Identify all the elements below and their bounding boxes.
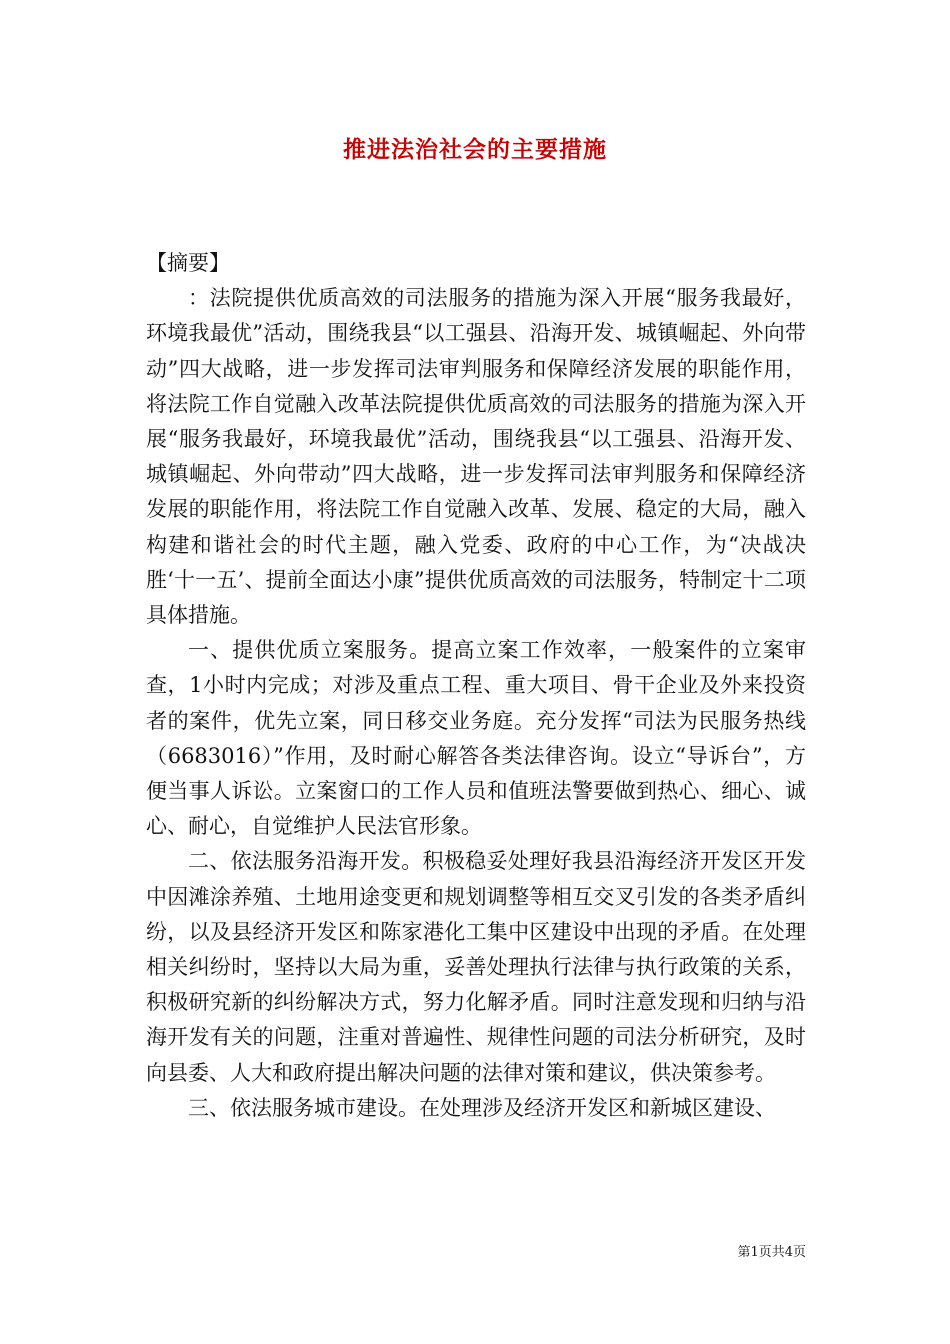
measure-paragraph-1: 一、提供优质立案服务。提高立案工作效率，一般案件的立案审查，1小时内完成；对涉及重点工程、重大项目、骨干企业及外来投资者的案件，优先立案，同日移交业务庭。充分发挥“司法为民服务热线（6683016）”作用，及时耐心解答各类法律咨询。设立“导诉台”，方便当事人诉讼。立案窗口的工作人员和值班法警要做到热心、细心、诚心、耐心，自觉维护人民法官形象。 <box>146 638 806 839</box>
document-body <box>146 246 806 1126</box>
document-title: 推进法治社会的主要措施 <box>343 136 607 163</box>
page-number: 第1页共4页 <box>737 1245 806 1260</box>
abstract-heading: 【摘要】 <box>146 251 230 275</box>
abstract-paragraph: ：法院提供优质高效的司法服务的措施为深入开展“服务我最好，环境我最优”活动，围绕我县“以工强县、沿海开发、城镇崛起、外向带动”四大战略，进一步发挥司法审判服务和保障经济发展的职能作用，将法院工作自觉融入改革法院提供优质高效的司法服务的措施为深入开展“服务我最好，环境我最优”活动，围绕我县“以工强县、沿海开发、城镇崛起、外向带动”四大战略，进一步发挥司法审判服务和保障经济发展的职能作用，将法院工作自觉融入改革、发展、稳定的大局，融入构建和谐社会的时代主题，融入党委、政府的中心工作，为“决战决胜‘十一五’、提前全面达小康”提供优质高效的司法服务，特制定十二项具体措施。 <box>146 286 806 628</box>
measure-paragraph-3: 三、依法服务城市建设。在处理涉及经济开发区和新城区建设、 <box>188 1095 776 1120</box>
measure-paragraph-2: 二、依法服务沿海开发。积极稳妥处理好我县沿海经济开发区开发中因滩涂养殖、土地用途变更和规划调整等相互交叉引发的各类矛盾纠纷，以及县经济开发区和陈家港化工集中区建设中出现的矛盾。在处理相关纠纷时，坚持以大局为重，妥善处理执行法律与执行政策的关系，积极研究新的纠纷解决方式，努力化解矛盾。同时注意发现和归纳与沿海开发有关的问题，注重对普遍性、规律性问题的司法分析研究，及时向县委、人大和政府提出解决问题的法律对策和建议，供决策参考。 <box>146 849 806 1085</box>
